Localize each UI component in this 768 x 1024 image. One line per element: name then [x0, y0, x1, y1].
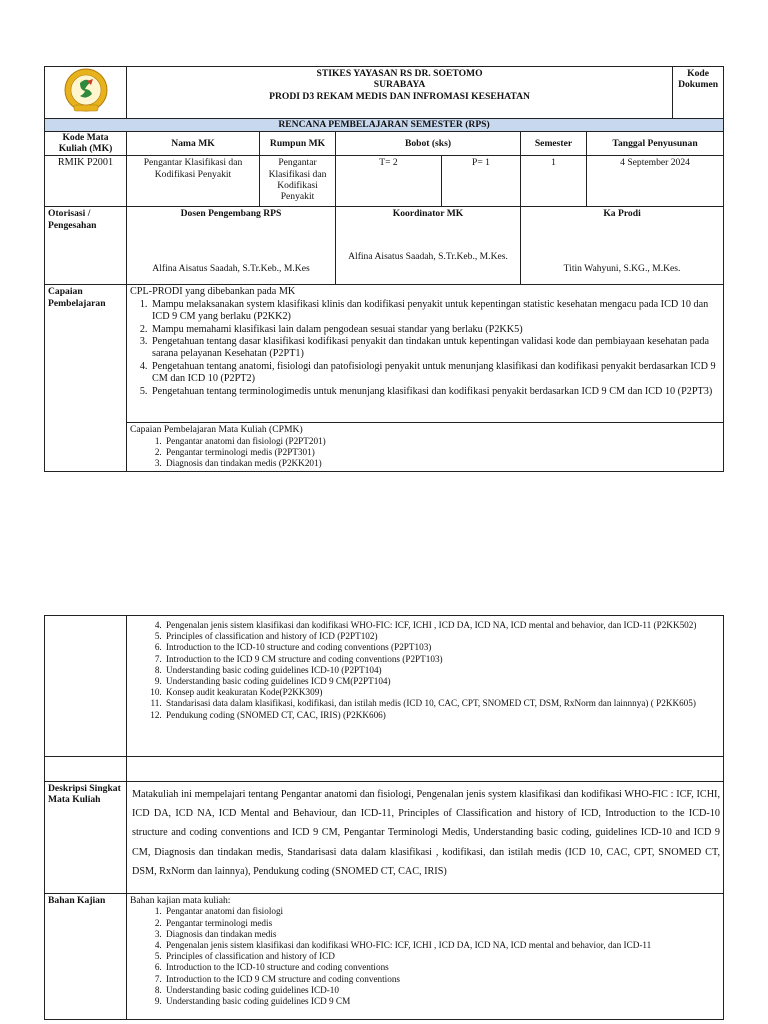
- cpmk-list-continued: [130, 620, 720, 721]
- coordinator-label: Koordinator MK: [392, 208, 464, 220]
- list-item: 6. Introduction to the ICD-10 structure and coding conventions: [164, 962, 720, 973]
- cpl-list: [130, 299, 720, 398]
- list-item: 1. Pengantar anatomi dan fisiologi: [164, 906, 720, 917]
- header-credits: Bobot (sks): [336, 132, 521, 156]
- blank-content-cell: [127, 757, 724, 782]
- description-text: Matakuliah ini mempelajari tentang Pengantar anatomi dan fisiologi, Pengenalan jenis system klasifikasi dan kodifikasi WHO-FIC : ICF, ICHI, ICD DA, ICD NA, ICD Mental and Behaviour, dan ICD-11, Principles of Classification and history of ICD, Introduction to the ICD-10 structure and coding conventions and ICD 9 CM, Pengantar Terminologi Medis, Understanding basic coding, guidelines ICD-10 and ICD 9 CM, Diagnosis dan tindakan medis, Standarisasi data dalam klasifikasi , kodifikasi, dan istilah medis (ICD 10, CAC, CPT, SNOMED CT, DSM, RxNorm dan lainnya), Pendukung coding (SNOMED CT, CAC, IRIS): [127, 782, 724, 894]
- list-item: 5. Pengetahuan tentang terminologimedis untuk menunjang klasifikasi dan kodifikasi penyakit berdasarkan ICD 9 CM dan ICD 10 (P2PT3): [150, 386, 720, 398]
- course-practice-credits: P= 1: [442, 156, 521, 207]
- list-item: 5. Principles of classification and history of ICD (P2PT102): [164, 631, 720, 642]
- list-item: 10. Konsep audit keakuratan Kode(P2KK309): [164, 687, 720, 698]
- program-name: PRODI D3 REKAM MEDIS DAN INFROMASI KESEHATAN: [269, 90, 530, 102]
- list-item: 4. Pengenalan jenis sistem klasifikasi dan kodifikasi WHO-FIC: ICF, ICHI , ICD DA, ICD NA, ICD mental and behavior, dan ICD-11: [164, 940, 720, 951]
- authorization-label: Otorisasi / Pengesahan: [45, 207, 127, 285]
- list-item: 6. Introduction to the ICD-10 structure and coding conventions (P2PT103): [164, 642, 720, 653]
- institution-logo-icon: [60, 67, 112, 115]
- study-materials-list: [130, 906, 720, 1007]
- list-item: 2. Pengantar terminologi medis: [164, 918, 720, 929]
- list-item: 11. Standarisasi data dalam klasifikasi, kodifikasi, dan istilah medis (ICD 10, CAC, CPT, SNOMED CT, DSM, RxNorm dan lainnnya) ( P2KK605): [164, 698, 720, 709]
- list-item: 12. Pendukung coding (SNOMED CT, CAC, IRIS) (P2KK606): [164, 710, 720, 721]
- description-label: Deskripsi Singkat Mata Kuliah: [45, 782, 127, 894]
- header-course-cluster: Rumpun MK: [260, 132, 336, 156]
- list-item: 4. Pengenalan jenis sistem klasifikasi dan kodifikasi WHO-FIC: ICF, ICHI , ICD DA, ICD NA, ICD mental and behavior, dan ICD-11 (P2KK502): [164, 620, 720, 631]
- head-name: Titin Wahyuni, S.KG., M.Kes.: [563, 263, 681, 275]
- blank-label-cell: [45, 757, 127, 782]
- study-materials-intro: Bahan kajian mata kuliah:: [130, 895, 231, 906]
- learning-outcomes-label: Capaian Pembelajaran: [45, 285, 127, 472]
- list-item: 7. Introduction to the ICD 9 CM structure and coding conventions (P2PT103): [164, 654, 720, 665]
- developer-label: Dosen Pengembang RPS: [180, 208, 282, 220]
- list-item: 1. Pengantar anatomi dan fisiologi (P2PT201): [164, 436, 720, 447]
- institution-city: SURABAYA: [373, 79, 426, 91]
- coordinator-signature-cell: [336, 207, 521, 285]
- study-materials-label: Bahan Kajian: [45, 894, 127, 1020]
- list-item: 9. Understanding basic coding guidelines ICD 9 CM: [164, 996, 720, 1007]
- course-theory-credits: T= 2: [336, 156, 442, 207]
- list-item: 2. Mampu memahami klasifikasi lain dalam pengodean sesuai standar yang berlaku (P2KK5): [150, 324, 720, 336]
- course-code: RMIK P2001: [45, 156, 127, 207]
- institution-name: STIKES YAYASAN RS DR. SOETOMO: [316, 68, 483, 79]
- course-semester: 1: [521, 156, 587, 207]
- list-item: 7. Introduction to the ICD 9 CM structure and coding conventions: [164, 974, 720, 985]
- developer-name: Alfina Aisatus Saadah, S.Tr.Keb., M.Kes: [152, 263, 310, 275]
- course-name: Pengantar Klasifikasi dan Kodifikasi Penyakit: [127, 156, 260, 207]
- cpmk-intro: Capaian Pembelajaran Mata Kuliah (CPMK): [130, 424, 303, 436]
- course-cluster: Pengantar Klasifikasi dan Kodifikasi Penyakit: [260, 156, 336, 207]
- header-course-name: Nama MK: [127, 132, 260, 156]
- document-code-label: Kode Dokumen: [673, 67, 724, 119]
- list-item: 9. Understanding basic coding guidelines ICD 9 CM(P2PT104): [164, 676, 720, 687]
- logo-cell: [45, 67, 127, 119]
- rps-title: RENCANA PEMBELAJARAN SEMESTER (RPS): [45, 119, 724, 132]
- course-date: 4 September 2024: [587, 156, 724, 207]
- list-item: 3. Pengetahuan tentang dasar klasifikasi kodifikasi penyakit dan tindakan untuk kepentingan validasi kode dan pembiayaan kesehatan pada sarana pelayanan Kesehatan (P2PT1): [150, 336, 720, 361]
- header-date: Tanggal Penyusunan: [587, 132, 724, 156]
- list-item: 3. Diagnosis dan tindakan medis: [164, 929, 720, 940]
- head-label: Ka Prodi: [603, 208, 641, 220]
- coordinator-name: Alfina Aisatus Saadah, S.Tr.Keb., M.Kes.: [348, 251, 508, 263]
- list-item: 1. Mampu melaksanakan system klasifikasi klinis dan kodifikasi penyakit untuk kepentingan statistic kesehatan mengacu pada ICD 10 dan ICD 9 CM yang berlaku (P2KK2): [150, 299, 720, 324]
- list-item: 8. Understanding basic coding guidelines ICD-10 (P2PT104): [164, 665, 720, 676]
- developer-signature-cell: [127, 207, 336, 285]
- list-item: 8. Understanding basic coding guidelines ICD-10: [164, 985, 720, 996]
- header-course-code: Kode Mata Kuliah (MK): [45, 132, 127, 156]
- rps-continuation-table: [44, 615, 724, 1020]
- cpl-intro: CPL-PRODI yang dibebankan pada MK: [130, 286, 296, 298]
- head-signature-cell: [521, 207, 724, 285]
- header-semester: Semester: [521, 132, 587, 156]
- list-item: 4. Pengetahuan tentang anatomi, fisiologi dan patofisiologi penyakit untuk menunjang klasifikasi dan kodifikasi penyakit berdasarkan ICD 9 CM dan ICD 10 (P2PT2): [150, 361, 720, 386]
- blank-label-cell: [45, 616, 127, 757]
- list-item: 3. Diagnosis dan tindakan medis (P2KK201): [164, 458, 720, 469]
- list-item: 2. Pengantar terminologi medis (P2PT301): [164, 447, 720, 458]
- cpmk-list: [130, 436, 720, 470]
- rps-header-table: [44, 66, 724, 472]
- list-item: 5. Principles of classification and history of ICD: [164, 951, 720, 962]
